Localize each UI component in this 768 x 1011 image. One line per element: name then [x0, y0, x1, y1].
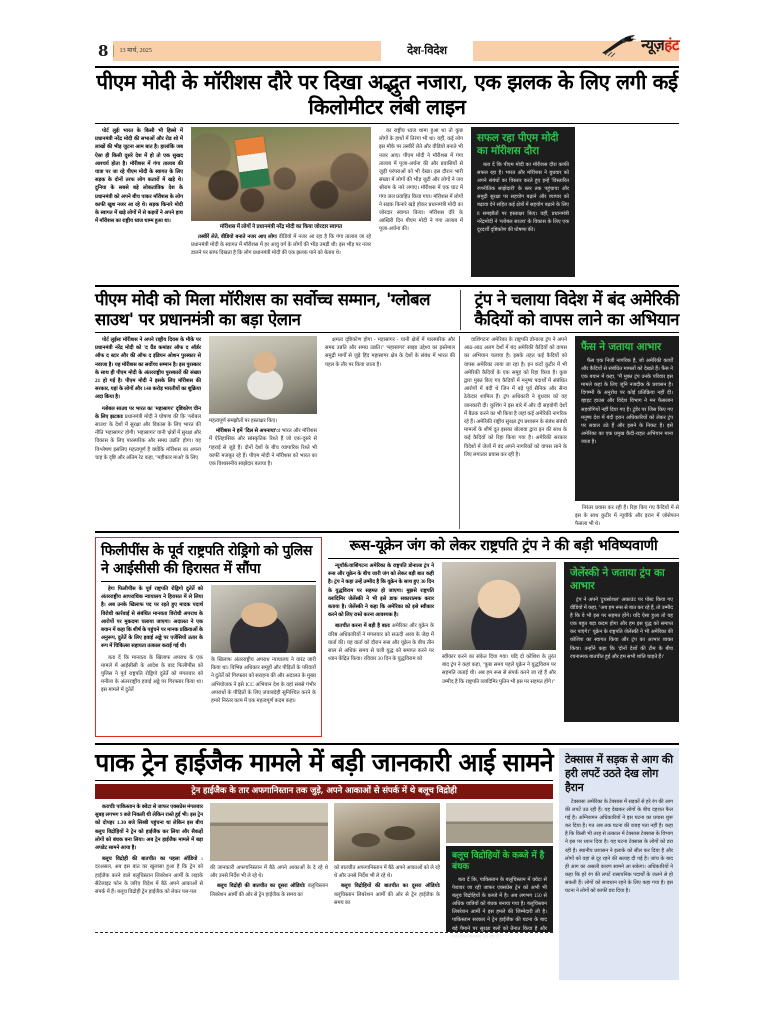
- story6-col1b-text: दरअसल, अब इस बात का खुलासा हुआ है कि ट्रेन को हाईजैक करने वाले बलूचिस्तान लिबरेशन आर्मी के लड़ाके सैटेलाइट फोन के जरिए विदेश में बैठे अपने आकाओं से संपर्क में हैं। बलूच विद्रोही ट्रेन हाईजैक को लेकर पल-पल: [95, 864, 203, 896]
- story5-sidebar-box: [564, 562, 679, 722]
- story5-wrap: [322, 537, 679, 740]
- story5-col-2: [438, 562, 560, 722]
- story7-body: टेक्सासः अमेरिका के टेक्सास में सड़कों से हरे रंग की आग की लपटें उठ रही हैं। यह देखकर लोगों के बीच दहशत फैल गई है। अग्निशमन अधिकारियों ने इस घटना का प्रयास शुरू कर दिया है। गत अब तक घटना की वजह पता नहीं है। कहा है कि किसी भी तरह से तत्काल में टेक्सास टेक्सास के विभाग ने इस पर ध्यान दिया है। यह घटना टेक्सास के लोगों को डरा रही है। स्थानीय प्रशासन ने इलाके को सील कर दिया है और लोगों को वहां से दूर रहने की सलाह दी गई है। जांच के बाद ही आग का असली कारण सामने आ सकेगा। अधिकारियों ने कहा कि हरे रंग की लपटें रासायनिक पदार्थों के जलने से हो सकती हैं। लोगों को सावधान रहने के लिए कहा गया है। इस घटना ने लोगों को काफी डरा दिया है।: [565, 799, 673, 895]
- story6-photo-1-wrap: [207, 803, 331, 928]
- story6-col2b-lead: बलूच विद्रोही की बातचीत का दूसरा ऑडियोः: [217, 883, 306, 890]
- story2-col1b-text: प्रधानमंत्री मोदी ने घोषणा की कि 'ग्लोबल साउथ' के देशों में सुरक्षा और विकास के लिए भारत की नीति 'महासागर' होगी। 'महासागर' यानी 'क्षेत्रों में सुरक्षा और विकास के लिए पारस्परिक और समग्र उन्नति' होगा। यह विश्लेषण इसलिए महत्वपूर्ण है क्योंकि मॉरीशस का अपना चाह के दृष्टि और अंतिम रेट कहा, ''महीकार माओ' के लिए: [95, 413, 201, 461]
- story3-headline: ट्रंप ने चलाया विदेश में बंद अमेरिकी कैदियों को वापस लाने का अभियान: [474, 290, 679, 329]
- lead-sidebar-wrap: [467, 127, 575, 282]
- story3-sidebar-tail: निरंतर प्रयास कर रही हैं। रिहा किए गए कैदियों में से इस के साथ कुटीर में न्यूयॉर्क और इरान में जोसेफान फैसला भी थे।: [575, 505, 679, 528]
- story6-sidebar-wrap: [443, 803, 553, 940]
- story2-col2-text: क्षमता दृष्टिकोण होगा - महासागर - यानी क्षेत्रों में पारस्परिक और समग्र उन्नति और समग्र उन्नति।'' 'महासागर' साझा उद्देश्य का इस्तेमाल समुद्री मार्गों से जुड़े हिंद महासागर क्षेत्र के देशों के संबंध में भारत की पहल के तौर पर किया जाता है।: [325, 337, 455, 368]
- masthead: [95, 36, 679, 66]
- story2-photo-block: [205, 336, 321, 529]
- story4-col1b-text: बता दें कि मानवता के खिलाफ अपराध के एक मामले में आईसीसी के आदेश के बाद फिलीपींस को पुलिस ने पूर्व राष्ट्रपति रोड्रिगो दुतेर्ते को मंगलवार को मनीला के अंतरराष्ट्रीय हवाई अड्डे पर गिरफ्तार किया था। इस मामले में दुतेर्ते: [101, 654, 203, 694]
- hunting-bird-icon: [599, 33, 639, 59]
- story4-rule: [101, 581, 316, 582]
- story6-wrap: [95, 748, 559, 980]
- story5-rule: [328, 558, 679, 559]
- story2-col2b-text: भारत और मॉरीशस में ऐतिहासिक और सांस्कृतिक रिश्ते हैं जो एक-दूसरे से गहराई से जुड़े हैं। दोनों देशों के बीच व्यापारिक रिश्ते भी काफी मजबूत रहे हैं। पीएम मोदी ने मॉरीशस को भारत का एक विश्वसनीय साझेदार बताया है।: [209, 428, 317, 468]
- story3-sidebar-wrap: [571, 336, 679, 529]
- publication-date: 13 मार्च, 2025: [113, 45, 151, 57]
- militant-photo: [334, 803, 440, 861]
- trump-photo: [442, 562, 556, 650]
- story6-col4-text: बलूचिस्तान लिबरेशन आर्मी की ओर से ट्रेन हाईजैक के समय का: [334, 891, 440, 906]
- lead-sidebar-title: सफल रहा पीएम मोदी का मॉरीशस दौरा: [477, 132, 559, 157]
- story7-blue-box: [559, 748, 679, 980]
- masthead-right-bar: [473, 38, 679, 61]
- second-headline-row: [95, 290, 679, 330]
- story4-red-frame: [95, 537, 322, 737]
- story5-col-1: [328, 562, 438, 722]
- story2-col1b-lead: ग्लोबल साउथ पर भारत का 'महासागर' दृष्टिकोण चीन के लिए झटकाः: [95, 405, 201, 420]
- story5-sidebar-body: ट्रंप ने अपने 'ट्रुथसोशल' अकाउंट पर पोस्ट किया गए वीडियो में कहा, ''अब हम रूस से बात कर रहे हैं, तो उम्मीद है कि वे भी इस पर सहमत होंगे। यदि ऐसा हुआ तो यह एक बहुत बड़ा कदम होगा और हम इस युद्ध को समाप्त कर पाएंगे।'' यूक्रेन के राष्ट्रपति जेलेंस्की ने भी अमेरिका की कोशिश का स्वागत किया और ट्रंप का आभार व्यक्त किया। उन्होंने कहा कि 'दोनों देशों की टीम के बीच रचनात्मक बातचीत हुई और हम सभी शांति चाहते हैं।': [570, 597, 673, 660]
- newspaper-logo: [599, 31, 679, 61]
- lead-story-body: [95, 127, 679, 282]
- section-divider-3: [95, 743, 679, 745]
- masthead-left-bar: [95, 41, 381, 61]
- story6-sidebar-box: [446, 846, 553, 940]
- story2-col-3: [321, 336, 460, 529]
- pm-modi-crowd-photo: [191, 127, 371, 221]
- masthead-rule: [95, 66, 679, 68]
- page-number: 8: [95, 41, 113, 61]
- story6-rule: [95, 780, 553, 781]
- story3-sidebar-body: फैंस एक निजी नागरिक है, जो अमेरिकी कार्यों और कैदियों से संबंधित मामलों को देखते हैं। फैंस ने एक बयान में कहा, ''मैं मुक्त ट्रंप उनके परिवार इस मामले कहां के लिए जूनि नजदीक के प्रशासन है। दिगम्भी के अनुरोध पर कोई प्रतिक्रिया नहीं दी। व्हाइट हाउस और विदेश विभाग ने मन फैसलान सहयोगियों नहीं दिया गए है। टुंडेर पर जिस किए गए मनुष्य देश में बंदी इरान अधिकारियों को लेकर ट्रंप पर सवाल उठे हैं और इसने के निकट है। इसे अमेरिका का एक प्रमुख कैदी-राहत अभियान माना जाता है।: [581, 358, 673, 445]
- story3-col1-text: वाशिंगटनः अमेरिका के राष्ट्रपति डोनाल्ड ट्रंप ने अपने आठ-आठ अलग देशों में बंद अमेरिकी कैदियों को वापस का अभियान चलाया है। इसके तहत कई कैदियों को वापस अमेरिका लाया जा रहा है। इन कदों कुटीर में भी अमेरिकी कैदियों के एक समूह को रिहा किया है। कुछ द्वारा मुक्त किए गए कैदियों में मनुष्य पदार्थों में संबंधित आरोपों में बंदी थे जिन में बड़े पूर्व सैनिक और सैन्य ठेकेदार शामिल हैं। ट्रंप अधिकारी ने बुधवार को यह जानकारी दी। कुशिंग ने इस बारे में और दी सहयोगी देशों में बैठक करने का भी किया है जहां कई अमेरिकी नागरिक रहे हैं। अमेरिकी राष्ट्रीय सुरक्षा ट्रंप प्रशासन के संबंध संबंधी मामलों के शीर्ष दूत इसका बोलाया द्वारा इन की साथ के कई कैदियों को रिहा किया गया है। अमेरिकी सरकार विदेशों में जेलों में बंद अपने नागरिकों को वापस लाने के लिए लगातार प्रयास कर रही है।: [464, 337, 567, 458]
- lead-headline: पीएम मोदी के मॉरीशस दौरे पर दिखा अद्भुत नजारा, एक झलक के लिए लगी कई किलोमीटर लंबी लाइन: [96, 70, 678, 119]
- story6-sidebar-title: बलूच विद्रोहियों के कब्जे में है बंधक: [452, 851, 545, 872]
- story4-col-2: [207, 585, 316, 705]
- pm-modi-award-photo: [209, 336, 317, 414]
- story5-body: [328, 562, 679, 722]
- story4-body: [101, 585, 316, 705]
- lead-col2-text: वीडियो में नजर आ रहा है कि गंगा तालाब जा रहे प्रधानमंत्री मोदी के स्वागत में मॉरीशस में हर आयु वर्ग के लोगों की भीड़ उमड़ी थी। इस भीड़ पर नजर डालने पर साफ दिखता है कि लोग प्रधानमंत्री मोदी की एक झलक पाने को बेताब थे।: [191, 234, 371, 257]
- logo-word-news: न्यूज़: [641, 38, 665, 54]
- lead-photo-block: [187, 127, 375, 282]
- story2-photo-caption: महत्वपूर्ण समझौतों पर हस्ताक्षर किए।: [209, 418, 278, 424]
- lead-sidebar-box: [471, 127, 575, 277]
- indian-flag-icon: [235, 136, 270, 188]
- logo-text: [641, 38, 679, 54]
- second-headline-rule: [95, 332, 679, 333]
- lead-col1-dateline: पोर्ट लुईः भारत के किसी भी हिस्से में प्रधानमंत्री नरेंद्र मोदी की सभाओं और रोड शो में लाखों की भीड़ जुटना आम बात है। हालांकि जब ऐसा ही किसी दूसरे देश में हो तो एक सुखद आश्चर्य होता है। मॉरीशस में गंगा तालाब की यात्रा पर जा रहे पीएम मोदी के स्वागत के लिए सड़क के दोनों तरफ लोग कतारों में खड़े थे। दुनिया के सबसे बड़े लोकतांत्रिक देश के प्रधानमंत्री को अपने बीच पाकर मॉरीशस के लोग काफी खुश नजर आ रहे थे। सड़क किनारे मोदी के स्वागत में खड़े लोगों में से कइयों ने अपने हाथ में मॉरीशस का राष्ट्रीय ध्वज थाम्म हुआ था।: [95, 128, 183, 225]
- story3-headline-wrap: [460, 290, 679, 330]
- story4-col2-text: के खिलाफ अंतरराष्ट्रीय अपराध न्यायालय ने वारंट जारी किया था। विभिन्न अधिकार समूहों और पीड़ितों के परिवारों ने दुतेर्ते को गिरफ्तार को सराहना की और अदालत के मुख्य अभियोजक ने इसे ICC अभियान देश के वहां सबसे गंभीर अपराधों के पीड़ितों के लिए जवाबदेही सुनिश्चित करने के हमारे निरंतर काम में एक महत्वपूर्ण कदम कहा।: [211, 657, 316, 705]
- logo-word-hunt: हंट: [664, 38, 679, 54]
- story6-col3-text: को बातचीत अफगानिस्तान में बैठे अपने आकाओं को ले रहे थे और उनसे निर्देश भी ले रहे थे।: [334, 865, 440, 880]
- story4-wrap: [95, 537, 322, 740]
- story4-col1-text: हेगः फिलीपींस के पूर्व राष्ट्रपति रोड्रिगो दुतेर्ते को अंतरराष्ट्रीय आपराधिक न्यायालय ने हिरासत में ले लिया है। अब उनके खिलाफ पद पर रहते हुए मादक पदार्थ विरोधी कार्रवाई से संबंधित मानवता विरोधी अपराध के आरोपों पर मुकदमा चलाया जाएगा। अदालत ने एक बयान में कहा कि शीर्ष के पहुंचने पर मानक प्रक्रियाओं के अनुरूप, दुतेर्ते के लिए हवाई अड्डे पर एजेंसियों उतार के रूप में चिकित्सा सहायता तत्काल कराई गई थी।: [101, 586, 203, 650]
- story6-col2-text: की जानकारी अफगानिस्तान में बैठे अपने आकाओं के दे रहे थे और उनसे निर्देश भी ले रहे थे।: [210, 865, 328, 880]
- section-divider-1: [95, 285, 679, 287]
- story6-sidebar-body: बता दें कि, पाकिस्तान के बलूचिस्तान में क्वेटा से पेशावर जा रही जाफर एक्सप्रेस ट्रेन को अभी भी बलूच विद्रोहियों के कब्जे में है। अब लगभग 150 से अधिक यात्रियों को बंधक बनाया गया है। बलूचिस्तान लिबरेशन आर्मी ने इस हमले की जिम्मेदारी ली है। पाकिस्तान सरकार ने ट्रेन हाईजैक की घटना के बाद बड़े पैमाने पर सुरक्षा बलों को तैनात किया है और अभियान चलाया जा रहा है।: [452, 877, 547, 940]
- story5-col2-text: स्वीकार करने का संकेत दिया गया। यदि दो कोशिश के तुरंत बाद ट्रंप ने कहां कहा, ''कुछ समय पहले यूक्रेन ने युद्धविराम पर सहमति जताई थी। अब हम रूस से संपर्क करने जा रहे हैं और उम्मीद है कि राष्ट्रपति व्लादिमिर पुतिन भी इस पर सहमत होंगे।'': [442, 654, 556, 685]
- story7-wrap: [559, 748, 679, 980]
- story4-col-1: [101, 585, 207, 705]
- story5-col1-text: न्यूयॉर्क/वाशिंगटनः अमेरिका के राष्ट्रपति डोनाल्ड ट्रंप ने रूस और यूक्रेन के बीच जारी जंग को लेकर बड़ी बात कही है। ट्रंप ने कहा उन्हें उम्मीद है कि यूक्रेन के साथ हुए 30 दिन के युद्धविराम पर सहमत हो जाएगा। मुझसे राष्ट्रपति व्लादिमिर जेलेंस्की ने भी इसे डाक सकारात्मक करार बताया है। जेलेंस्की ने कहा कि अमेरिका को इसे स्वीकार करने को लिए रास्ते करना आवश्यक है।: [328, 563, 434, 619]
- lead-headline-rule: [95, 123, 679, 124]
- bottom-row: [95, 748, 679, 980]
- second-body-row: [95, 336, 679, 529]
- story6-col-1: [95, 803, 207, 928]
- lead-sidebar-body: बता दें कि पीएम मोदी का मॉरीशस दौरा काफी सफल रहा है। भारत और मॉरीशस ने बुधवार को अपने संबंधों का विस्तार करते हुए इन्हें 'विस्तारित रणनीतिक साझेदारी' के स्तर तक पहुंचाया और समुद्री सुरक्षा पर सहयोग बढ़ाने और व्यापार को बढ़ावा देने सहित कई क्षेत्रों में सहयोग बढ़ाने के लिए 8 समझौतों पर हस्ताक्षर किए। वहीं, प्रधानमंत्री नरेंद्रमोदी ने 'ग्लोबल साउथ' के विकास के लिए एक दूरदर्शी दृष्टिकोण की घोषणा की।: [477, 162, 569, 233]
- hostage-room-photo: [446, 803, 553, 843]
- section-divider-2: [95, 531, 679, 533]
- story3-sidebar-title: फैंस ने जताया आभार: [581, 341, 662, 353]
- story6-headline: पाक ट्रेन हाईजैक मामले में बड़ी जानकारी आई सामने: [95, 748, 553, 777]
- lead-col2-sub: तस्वीरें लेते, वीडियो बनाते नजर आए लोगः: [198, 234, 277, 240]
- story5-sidebar-title: जेलेंस्की ने जताया ट्रंप का आभार: [570, 567, 665, 592]
- lead-col3-text: का राष्ट्रीय ध्वज थामा हुआ था तो कुछ लोगों के हाथों में तिरंगा भी था। यहीं, कई लोग इस मौके पर तस्वीरें लेते और वीडियो बनाते भी नजर आए। पीएम मोदी ने मॉरीशस में गंगा तालाब में पूजा-अर्चना की और प्रवासियों से जुड़ी परंपराओं को भी देखा। इस दौरान भारी संख्या में लोगों की भीड़ जुटी और लोगों ने जय श्रीराम के नारे लगाए। मॉरीशस में एक घाट में गंगा जल प्रवाहित किया गया। मॉरीशस में लोगों ने सड़क किनारे खड़े होकर प्रधानमंत्री मोदी का जोरदार स्वागत किया। मॉरीशस दौरे के आखिरी दिन पीएम मोदी ने गंगा तालाब में पूजा-अर्चना की।: [379, 128, 463, 233]
- duterte-photo: [211, 585, 316, 653]
- story2-headline: पीएम मोदी को मिला मॉरीशस का सर्वोच्च सम्मान, 'ग्लोबल साउथ' पर प्रधानमंत्री का बड़ा ऐलान: [95, 290, 430, 329]
- train-photo: [210, 803, 328, 861]
- story5-headline: रूस-यूक्रेन जंग को लेकर राष्ट्रपति ट्रंप ने की बड़ी भविष्यवाणी: [349, 537, 658, 554]
- story6-col4-lead: बलूच विद्रोहियों की बातचीत का दूसरा ऑडियोः: [341, 883, 440, 890]
- story6-col1-text: कराचीः पाकिस्तान के क्वेटा से जाफर एक्सप्रेस मंगलवार सुबह लगभग 9 बजे निकली थी लेकिन रास्ते हुई भी। इस ट्रेन को दोपहर 1.30 बजे सिब्बी पहुंचना था लेकिन इस बीच बलूच विद्रोहियों ने ट्रेन को हाईजैक कर लिया और सैकड़ों लोगों को बंधक बना लिया। अब ट्रेन हाईजैक मामले में बड़ा अपडेट सामने आया है।: [95, 804, 203, 852]
- section-title: देश-विदेश: [407, 45, 447, 57]
- story6-subheadline: ट्रेन हाईजैक के तार अफगानिस्तान तक जुड़े, अपने आकाओं से संपर्क में थे बलूच विद्रोही: [95, 784, 553, 799]
- story6-body: [95, 803, 553, 940]
- story5-col1b-lead: बातचीत करना में बड़ी है बातः: [335, 623, 390, 630]
- lead-col-1: [95, 127, 187, 282]
- story3-sidebar-box: [575, 336, 679, 501]
- story2-col-1: [95, 336, 205, 529]
- story3-col-1: [460, 336, 571, 529]
- story6-photo-2-wrap: [331, 803, 443, 928]
- third-row: [95, 537, 679, 740]
- story5-col1b-text: अमेरिका और यूक्रेन के वरिष्ठ अधिकारियों ने मंगलवार को सऊदी अरब के जेद्दा में वार्ता की। यह वार्ता को दौरान रूस और यूक्रेन के बीच तीन साल से अधिक समय से चली युद्ध को समाप्त करने पर ध्यान केंद्रित किया। रविवार 30 दिन के युद्धविराम को: [328, 623, 434, 663]
- lead-col-3: [375, 127, 467, 282]
- story2-headline-wrap: [95, 290, 460, 330]
- story4-headline: फिलीपींस के पूर्व राष्ट्रपति रोड्रिगो को पुलिस ने आईसीसी की हिरासत में सौंपा: [101, 543, 313, 577]
- story7-title: टेक्सास में सड़क से आग की हरी लपटें उठते देख लोग हैरान: [565, 753, 673, 794]
- lead-photo-caption: मॉरीशस में लोगों ने प्रधानमंत्री नरेंद्र मोदी का किया जोरदार स्वागत: [219, 224, 343, 230]
- story6-col1b-lead: बलूच विद्रोही की बातचीत का पहला ऑडियो :: [102, 856, 203, 863]
- story6-col2b-text: बलूचिस्तान लिबरेशन आर्मी की ओर से ट्रेन हाईजैक के समय का: [210, 883, 328, 898]
- story5-sidebar-wrap: [560, 562, 679, 722]
- story2-col2b-lead: मॉरीशस ने हमें 'दिल से अपनाया'ः: [216, 428, 281, 435]
- story2-col1-text: पोर्ट लुईसः मॉरीशस ने अपने राष्ट्रीय दिवस के मौके पर प्रधानमंत्री नरेंद्र मोदी को 'द ग्रैंड कमांडर ऑफ द ऑर्डर ऑफ द स्टार और की ऑफ द इंडियन ओशन पुरस्कार से नवाजा है। यह मॉरीशस का सर्वोच्च सम्मान है। इस पुरस्कार के साथ ही पीएम मोदी के अंतरराष्ट्रीय पुरस्कारों की संख्या 21 हो गई है। पीएम मोदी ने इसके लिए मॉरीशस की सरकार, यहां के लोगों और 140 करोड़ भारतीयों का शुक्रिया अदा किया है।: [95, 337, 201, 401]
